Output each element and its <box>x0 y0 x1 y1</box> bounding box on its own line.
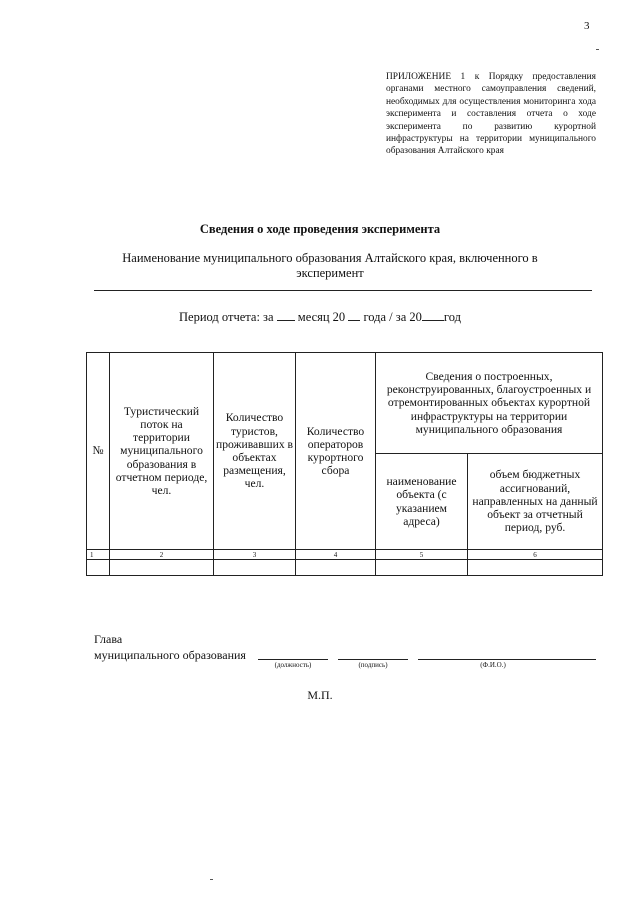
col-header-tourist-flow: Туристический поток на территории муниципального образования в отчетном периоде, чел. <box>110 353 214 550</box>
table-cell[interactable] <box>468 560 603 576</box>
table-cell[interactable] <box>110 560 214 576</box>
position-line[interactable] <box>258 647 328 660</box>
col-header-operators: Количество операторов курортного сбора <box>296 353 376 550</box>
table-cell[interactable] <box>376 560 468 576</box>
col-header-tourists-count: Количество туристов, проживавших в объектах размещения, чел. <box>214 353 296 550</box>
page-number: 3 <box>584 20 590 32</box>
column-number: 1 <box>87 550 110 560</box>
report-period <box>0 309 640 325</box>
month-blank <box>277 309 295 321</box>
report-table <box>86 352 603 576</box>
column-number: 2 <box>110 550 214 560</box>
col-header-budget: объем бюджетных ассигнований, направленных на данный объект за отчетный период, руб. <box>468 454 603 550</box>
scan-mark <box>210 879 213 880</box>
column-number: 4 <box>296 550 376 560</box>
municipality-name-line <box>94 290 592 291</box>
period-month: месяц 20 <box>297 310 346 324</box>
period-year-sep: года / за <box>363 310 407 324</box>
column-number: 3 <box>214 550 296 560</box>
table-row <box>87 560 603 576</box>
column-number: 5 <box>376 550 468 560</box>
scan-mark <box>596 49 599 50</box>
signatory-role-line2: муниципального образования <box>94 648 246 662</box>
full-name-caption: (Ф.И.О.) <box>480 661 506 669</box>
year-blank-1 <box>348 309 360 321</box>
full-name-line[interactable] <box>418 647 596 660</box>
col-header-num: № <box>87 353 110 550</box>
signatory-role-line1: Глава <box>94 632 123 646</box>
header-row-1 <box>87 353 603 454</box>
column-number: 6 <box>468 550 603 560</box>
stamp-placeholder: М.П. <box>307 688 333 702</box>
municipality-name-label: Наименование муниципального образования Алтайского края, включенного в эксперимент <box>122 251 538 280</box>
period-year: год <box>443 310 461 324</box>
signatory-role <box>94 631 246 663</box>
table-cell[interactable] <box>87 560 110 576</box>
signature-line[interactable] <box>338 647 408 660</box>
period-label: Период отчета: за <box>179 310 274 324</box>
col-header-object-name: наименование объекта (с указанием адреса) <box>376 454 468 550</box>
appendix-note: ПРИЛОЖЕНИЕ 1 к Порядку предоставления органами местного самоуправления сведений, необходимых для осуществления мониторинга хода эксперимента и составления отчета о ходе эксперимента по развитию курортной инфраструктуры на территории муниципального образования Алтайского края <box>386 72 596 157</box>
position-caption: (должность) <box>274 661 312 669</box>
table-cell[interactable] <box>296 560 376 576</box>
period-twenty: 20 <box>409 310 422 324</box>
col-header-info-group: Сведения о построенных, реконструированных, благоустроенных и отремонтированных объектах курортной инфраструктуры на территории муниципального образования <box>376 353 603 454</box>
table-cell[interactable] <box>214 560 296 576</box>
column-number-row <box>87 550 603 560</box>
year-blank-2 <box>422 309 444 321</box>
document-title: Сведения о ходе проведения эксперимента <box>199 222 441 236</box>
signature-caption: (подпись) <box>358 661 388 669</box>
